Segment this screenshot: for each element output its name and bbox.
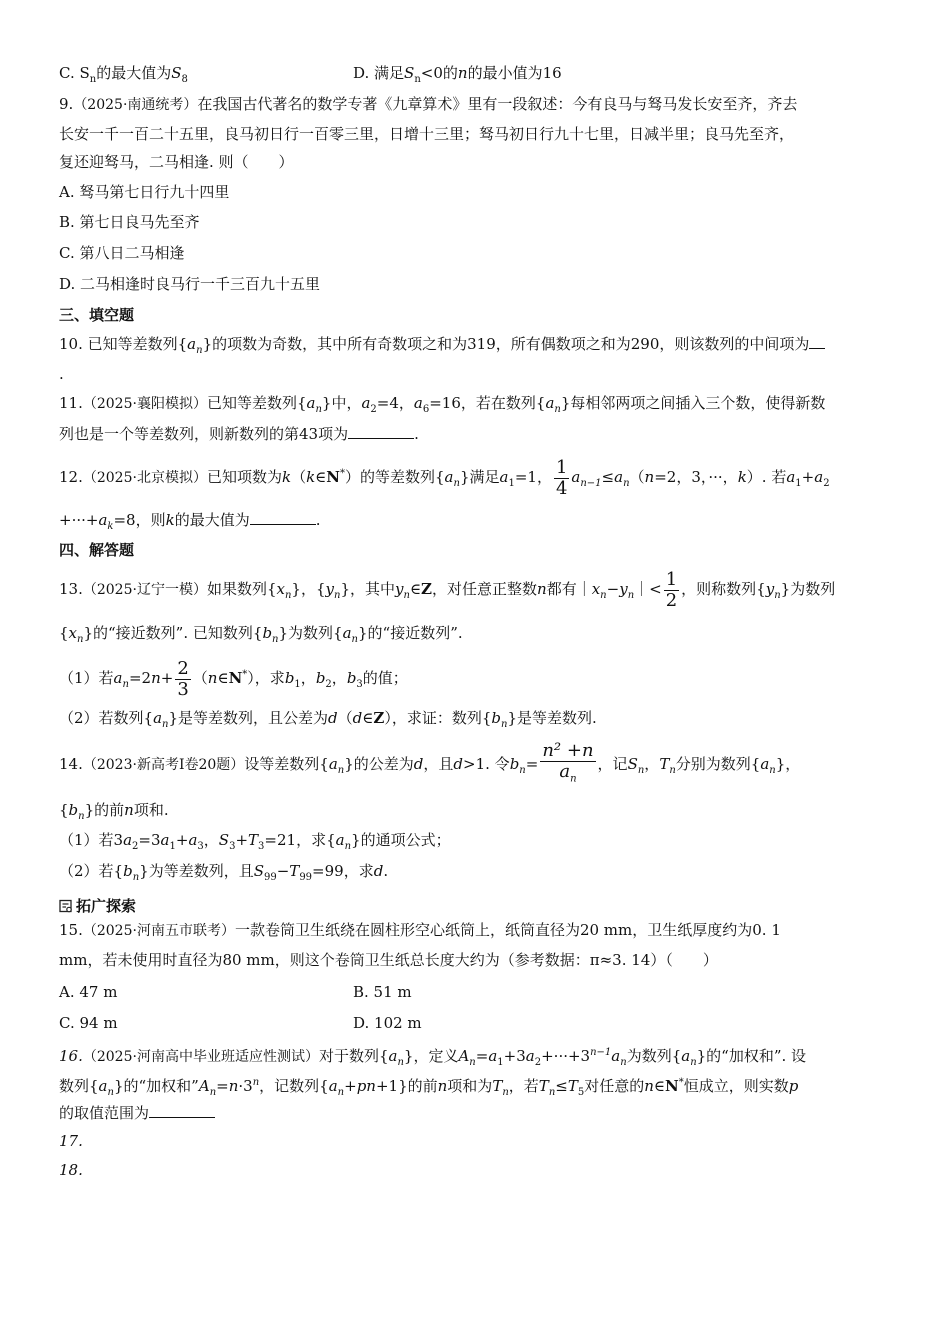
q10-line-2: . — [59, 365, 64, 383]
fraction-one-half: $\frac{1}{2}$ — [665, 568, 678, 611]
answer-blank — [149, 1103, 215, 1118]
fraction-one-quarter: $\frac{1}{4}$ — [555, 456, 568, 499]
q14-line-1: 14.（2023·新高考Ⅰ卷20题）设等差数列$\{a_n\}$的公差为d，且d>1. 令$b_n=$ $\frac{\text{n² +n}}{a_n}$ ，记$S_n$，$T_n$分别为数列$\{a_n\}$， — [59, 740, 800, 795]
answer-blank — [250, 510, 316, 525]
q11-line-2: 列也是一个等差数列，则新数列的第43项为 . — [59, 425, 419, 443]
q14-part-1: （1）若$3a_2=3a_1+a_3$，$S_3+T_3=21$，求$\{a_n\}$的通项公式； — [59, 831, 451, 852]
q9-line-1: 9.（2025·南通统考）在我国古代著名的数学专著《九章算术》里有一段叙述：今有良马与驽马发长安至齐，齐去 — [59, 95, 798, 113]
q10-line-1: 10. 已知等差数列$\{a_n\}$的项数为奇数，其中所有奇数项之和为319，所有偶数项之和为290，则该数列的中间项为 — [59, 334, 825, 361]
q15-option-c: C. 94 m — [59, 1014, 118, 1032]
section-explore-heading: 拓广探索 — [59, 896, 136, 916]
fraction-two-thirds: $\frac{2}{3}$ — [177, 657, 189, 700]
q15-option-a: A. 47 m — [59, 983, 118, 1001]
q9-line-2: 长安一千一百二十五里，良马初日行一百零三里，日增十三里；驽马初日行九十七里，日减半里；良马先至齐， — [59, 125, 795, 143]
q9-option-b: B. 第七日良马先至齐 — [59, 213, 200, 231]
q9-option-c: C. 第八日二马相逢 — [59, 244, 185, 262]
expand-explore-icon — [59, 899, 73, 913]
q13-line-1: 13.（2025·辽宁一模）如果数列$\{x_n\}$，$\{y_n\}$，其中$y_n\in Z$，对任意正整数n都有$|x_n-y_n|<$ $\frac{1}{2}$ ，则称数列$\{y_n\}$为数列 — [59, 568, 836, 611]
q13-part-2: （2）若数列$\{a_n\}$是等差数列，且公差为d（d∈Z），求证：数列$\{b_n\}$是等差数列. — [59, 709, 597, 730]
answer-blank — [348, 424, 414, 439]
section-fill-in-heading: 三、填空题 — [59, 306, 135, 324]
q13-part-1: （1）若$a_n=2n+$ $\frac{2}{3}$ （n∈N*），求$b_1$，$b_2$，$b_3$的值； — [59, 657, 408, 700]
q15-line-1: 15.（2025·河南五市联考）一款卷筒卫生纸绕在圆柱形空心纸筒上，纸筒直径为20 mm，卫生纸厚度约为0. 1 — [59, 921, 781, 939]
q8-option-c: C. $S_n$的最大值为$S_8$ — [59, 64, 188, 85]
section-answer-heading: 四、解答题 — [59, 541, 135, 559]
q9-option-a: A. 驽马第七日行九十四里 — [59, 183, 230, 201]
answer-blank — [809, 334, 825, 349]
q15-option-b: B. 51 m — [353, 983, 412, 1001]
q18-number: 18. — [59, 1161, 83, 1179]
q14-line-2: $\{b_n\}$的前n项和. — [59, 801, 169, 822]
q14-part-2: （2）若$\{b_n\}$为等差数列，且$S_{99}-T_{99}=99$，求d. — [59, 862, 389, 883]
q11-line-1: 11.（2025·襄阳模拟）已知等差数列$\{a_n\}$中，$a_2=4$，$a_6=16$，若在数列$\{a_n\}$每相邻两项之间插入三个数，使得新数 — [59, 394, 826, 415]
q8-option-d: D. 满足$S_n<0$的n的最小值为16 — [353, 64, 562, 85]
q9-option-d: D. 二马相逢时良马行一千三百九十五里 — [59, 275, 321, 293]
q16-line-3: 的取值范围为 — [59, 1103, 215, 1123]
q16-line-1: 16.（2025·河南高中毕业班适应性测试）对于数列$\{a_n\}$，定义$A_n=a_1+3a_2+\cdot\cdot\cdot+3^{n-1}a_n$为数列$\{a_n\}$的“加权和”. 设 — [59, 1047, 807, 1068]
q12-line-2: $+\cdot\cdot\cdot+a_k=8$，则k的最大值为 . — [59, 511, 321, 532]
q15-line-2: mm，若未使用时直径为80 mm，则这个卷筒卫生纸总长度大约为（参考数据：π≈3. 14）（ ） — [59, 951, 718, 969]
q13-line-2: $\{x_n\}$的“接近数列”. 已知数列$\{b_n\}$为数列$\{a_n\}$的“接近数列”. — [59, 624, 463, 645]
q9-line-3: 复还迎驽马，二马相逢. 则（ ） — [59, 153, 294, 171]
fraction-n-squared-plus-n-over-an: $\frac{\text{n² +n}}{a_n}$ — [540, 741, 595, 790]
q16-line-2: 数列$\{a_n\}$的“加权和$”A_n=n\cdot 3^n$，记数列$\{a_n+pn+1\}$的前n项和为$T_n$，若$T_n\le T_5$对任意的n∈N*恒成立，则实数p — [59, 1077, 799, 1098]
q17-number: 17. — [59, 1132, 83, 1150]
q15-option-d: D. 102 m — [353, 1014, 422, 1032]
q12-line-1: 12.（2025·北京模拟）已知项数为k（k∈N*）的等差数列$\{a_n\}$满足$a_1=1$， $\frac{1}{4}$ $a_{n-1}\le a_n(n=2$，3，···，k）. 若$a_1+a_2$ — [59, 456, 830, 499]
